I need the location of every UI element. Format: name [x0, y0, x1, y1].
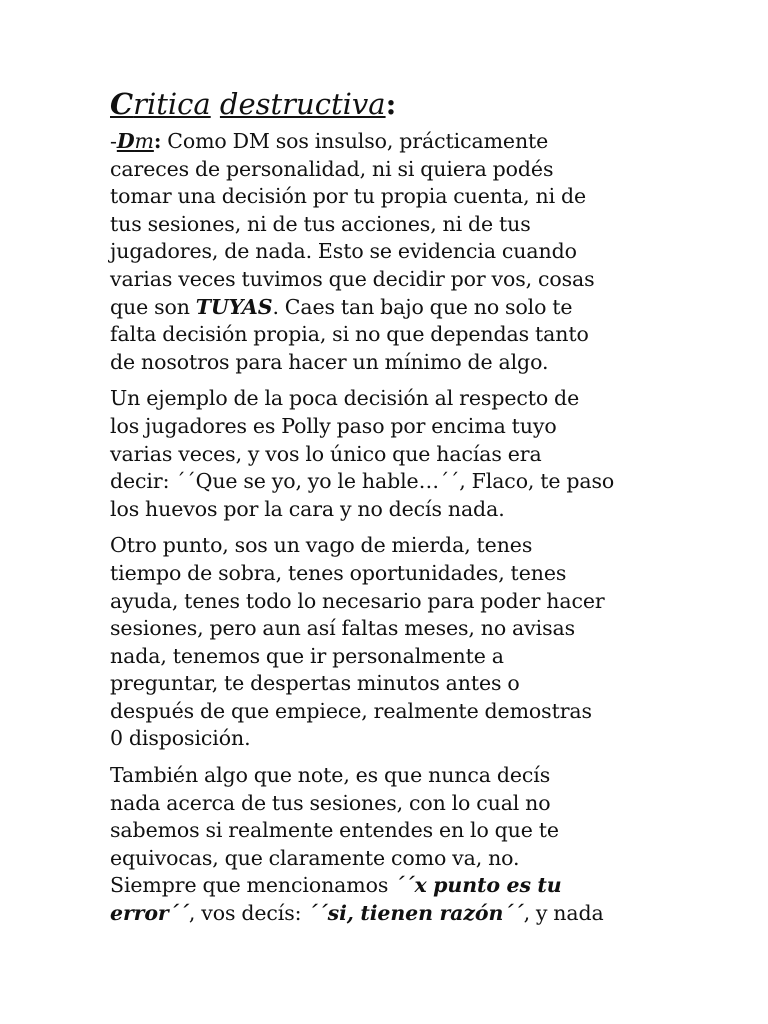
line-text: , y nada — [523, 901, 604, 926]
text-line: 0 disposición. — [110, 726, 251, 751]
title-colon: : — [385, 87, 397, 121]
text-line: los jugadores es Polly paso por encima tuyo — [110, 413, 557, 438]
text-line: preguntar, te despertas minutos antes o — [110, 671, 520, 696]
text-line: sabemos si realmente entendes en lo que te — [110, 818, 559, 843]
document-page — [110, 84, 670, 937]
text-line: careces de personalidad, ni si quiera podés — [110, 156, 554, 181]
emphasis-quote-1: ´´x punto es tu — [394, 873, 562, 898]
text-line — [110, 294, 670, 322]
text-line: tus sesiones, ni de tus acciones, ni de tus — [110, 211, 531, 236]
text-line: falta decisión propia, si no que dependas tanto — [110, 322, 589, 347]
dash: - — [110, 129, 117, 153]
text-line: equivocas, que claramente como va, no. — [110, 845, 520, 870]
line-text: . Caes tan bajo que no solo te — [272, 294, 573, 319]
text-line: nada, tenemos que ir personalmente a — [110, 643, 504, 668]
paragraph-example — [110, 385, 670, 523]
text-line: jugadores, de nada. Esto se evidencia cuando — [110, 239, 577, 264]
emphasis-quote-1-end: error´´ — [110, 901, 189, 926]
text-line: Un ejemplo de la poca decisión al respecto de — [110, 386, 580, 411]
text-line: varias veces, y vos lo único que hacías era — [110, 441, 542, 466]
line-text: Como DM sos insulso, prácticamente — [161, 129, 549, 153]
text-line — [110, 900, 670, 928]
text-line: los huevos por la cara y no decís nada. — [110, 496, 505, 521]
title-word-2: destructiva — [219, 87, 386, 121]
text-line: ayuda, tenes todo lo necesario para poder hacer — [110, 588, 605, 613]
title-initial: C — [110, 87, 134, 121]
paragraph-another-point — [110, 532, 670, 753]
dm-label-m: m — [134, 129, 154, 153]
text-line: sesiones, pero aun así faltas meses, no avisas — [110, 616, 576, 641]
text-line: tiempo de sobra, tenes oportunidades, tenes — [110, 560, 567, 585]
text-line — [110, 128, 670, 156]
line-text: que son — [110, 294, 196, 319]
text-line: tomar una decisión por tu propia cuenta, ni de — [110, 184, 586, 209]
text-line: de nosotros para hacer un mínimo de algo. — [110, 349, 549, 374]
text-line: después de que empiece, realmente demostras — [110, 698, 592, 723]
emphasis-tuyas: TUYAS — [195, 294, 273, 319]
text-line: nada acerca de tus sesiones, con lo cual no — [110, 790, 551, 815]
document-title — [110, 84, 670, 124]
text-line: varias veces tuvimos que decidir por vos, cosas — [110, 266, 595, 291]
text-line — [110, 872, 670, 900]
text-line: decir: ´´Que se yo, yo le hable…´´, Flaco, te paso — [110, 469, 615, 494]
paragraph-also — [110, 762, 670, 928]
line-text: , vos decís: — [188, 901, 308, 926]
line-text: Siempre que mencionamos — [110, 873, 395, 898]
dm-label-d: D — [116, 129, 135, 153]
paragraph-dm — [110, 128, 670, 376]
text-line: También algo que note, es que nunca decís — [110, 763, 551, 788]
text-line: Otro punto, sos un vago de mierda, tenes — [110, 533, 533, 558]
emphasis-quote-2: ´´si, tienen razón´´ — [307, 901, 524, 926]
dm-label-colon: : — [153, 129, 162, 153]
title-word-1-rest: ritica — [133, 87, 211, 121]
